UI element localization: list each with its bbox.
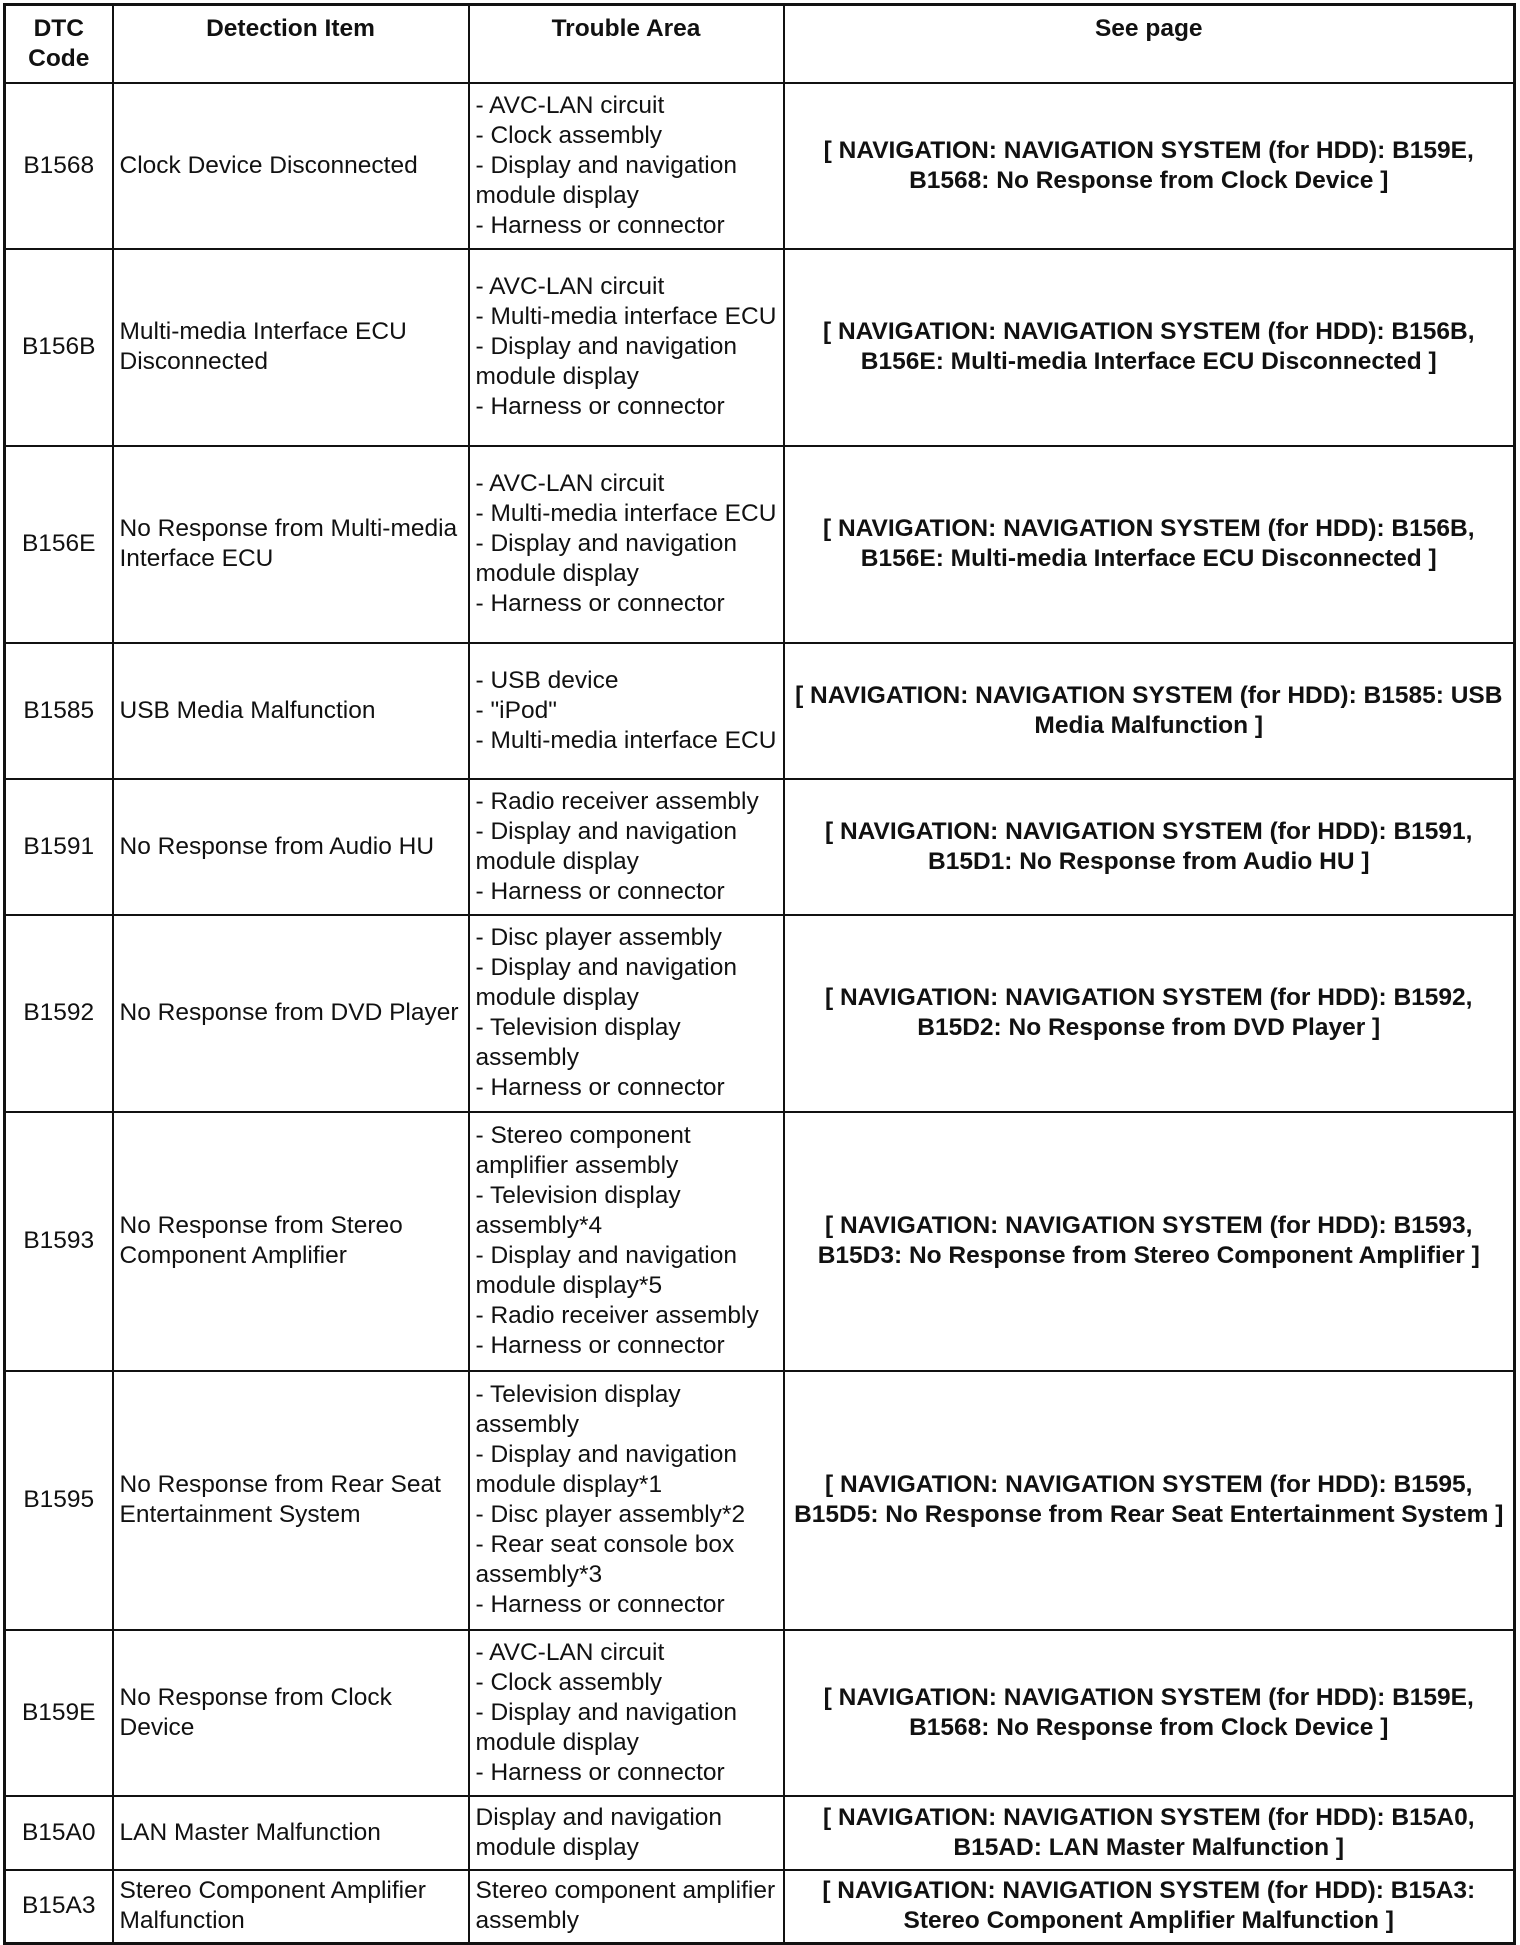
trouble-area-line: - Clock assembly [475,1668,663,1696]
trouble-area-line: - Display and navigation module display [475,530,737,587]
table-row [5,83,1515,249]
trouble-area-line: - Multi-media interface ECU [475,726,777,754]
detection-item-cell: No Response from Clock Device [113,1630,469,1796]
see-page-link[interactable]: [ NAVIGATION: NAVIGATION SYSTEM (for HDD): B15A3: Stereo Component Amplifier Malfunction ] [822,1877,1476,1935]
trouble-area-cell [469,83,784,249]
see-page-cell [784,643,1515,779]
see-page-cell [784,915,1515,1112]
dtc-code-cell: B1568 [5,83,113,249]
dtc-code-cell: B156E [5,446,113,643]
trouble-area-line: - Multi-media interface ECU [475,500,777,527]
see-page-link[interactable]: [ NAVIGATION: NAVIGATION SYSTEM (for HDD): B1585: USB Media Malfunction ] [795,681,1503,739]
detection-item-cell: USB Media Malfunction [113,643,469,779]
table-row [5,779,1515,915]
detection-item-cell: Stereo Component Amplifier Malfunction [113,1870,469,1944]
see-page-link[interactable]: [ NAVIGATION: NAVIGATION SYSTEM (for HDD): B1595, B15D5: No Response from Rear Seat Entertainment System ] [794,1471,1504,1528]
trouble-area-line: - AVC-LAN circuit [475,273,665,300]
table-row [5,1371,1515,1630]
trouble-area-line: - Display and navigation module display [475,817,737,875]
trouble-area-line: - Display and navigation module display*1 [475,1441,737,1498]
see-page-link[interactable]: [ NAVIGATION: NAVIGATION SYSTEM (for HDD): B156B, B156E: Multi-media Interface ECU Disconnected ] [822,318,1475,375]
trouble-area-cell [469,779,784,915]
trouble-area-line: - Rear seat console box assembly*3 [475,1531,735,1588]
header-detection-item: Detection Item [113,5,469,83]
trouble-area-cell [469,1371,784,1630]
table-row [5,643,1515,779]
trouble-area-line: - Television display assembly*4 [475,1182,681,1239]
detection-item-cell: No Response from Audio HU [113,779,469,915]
trouble-area-line: - Disc player assembly [475,924,722,951]
trouble-area-line: - Harness or connector [475,393,725,420]
detection-item-cell: No Response from DVD Player [113,915,469,1112]
table-row [5,915,1515,1112]
trouble-area-line: - Harness or connector [475,1591,725,1618]
dtc-code-cell: B159E [5,1630,113,1796]
trouble-area-line: - Multi-media interface ECU [475,303,777,330]
see-page-link[interactable]: [ NAVIGATION: NAVIGATION SYSTEM (for HDD): B1592, B15D2: No Response from DVD Player ] [825,984,1473,1041]
dtc-code-cell: B1593 [5,1112,113,1371]
trouble-area-cell [469,249,784,446]
trouble-area-line: Stereo component amplifier assembly [475,1877,776,1935]
detection-item-cell: No Response from Stereo Component Amplifier [113,1112,469,1371]
trouble-area-line: - "iPod" [475,696,557,724]
dtc-code-cell: B156B [5,249,113,446]
see-page-link[interactable]: [ NAVIGATION: NAVIGATION SYSTEM (for HDD): B159E, B1568: No Response from Clock Device ] [823,1683,1474,1741]
dtc-code-cell: B1592 [5,915,113,1112]
table-row [5,446,1515,643]
trouble-area-cell [469,1796,784,1870]
detection-item-cell: No Response from Rear Seat Entertainment System [113,1371,469,1630]
trouble-area-line: - Stereo component amplifier assembly [475,1122,691,1179]
see-page-cell [784,1371,1515,1630]
detection-item-cell: Clock Device Disconnected [113,83,469,249]
detection-item-cell: No Response from Multi-media Interface ECU [113,446,469,643]
table-row [5,1112,1515,1371]
trouble-area-cell [469,1112,784,1371]
table-row [5,1630,1515,1796]
dtc-code-cell: B15A0 [5,1796,113,1870]
trouble-area-line: - AVC-LAN circuit [475,470,665,497]
dtc-code-cell: B1591 [5,779,113,915]
trouble-area-line: - Radio receiver assembly [475,787,759,815]
trouble-area-line: - Harness or connector [475,877,725,905]
header-row [5,5,1515,83]
see-page-cell [784,249,1515,446]
see-page-link[interactable]: [ NAVIGATION: NAVIGATION SYSTEM (for HDD): B159E, B1568: No Response from Clock Device ] [823,136,1474,194]
see-page-link[interactable]: [ NAVIGATION: NAVIGATION SYSTEM (for HDD): B15A0, B15AD: LAN Master Malfunction ] [822,1803,1475,1861]
see-page-cell [784,1796,1515,1870]
header-dtc-code: DTC Code [5,5,113,83]
see-page-cell [784,83,1515,249]
trouble-area-line: - Radio receiver assembly [475,1302,759,1329]
trouble-area-cell [469,643,784,779]
trouble-area-line: - Television display assembly [475,1014,681,1071]
dtc-code-cell: B1585 [5,643,113,779]
see-page-cell [784,1630,1515,1796]
dtc-table [3,3,1516,1945]
see-page-link[interactable]: [ NAVIGATION: NAVIGATION SYSTEM (for HDD): B1593, B15D3: No Response from Stereo Component Amplifier ] [817,1212,1480,1269]
see-page-link[interactable]: [ NAVIGATION: NAVIGATION SYSTEM (for HDD): B1591, B15D1: No Response from Audio HU ] [825,817,1473,875]
trouble-area-line: - USB device [475,666,619,694]
trouble-area-line: - Harness or connector [475,1332,725,1359]
trouble-area-cell [469,446,784,643]
see-page-cell [784,1112,1515,1371]
detection-item-cell: Multi-media Interface ECU Disconnected [113,249,469,446]
trouble-area-line: - Harness or connector [475,590,725,617]
detection-item-cell: LAN Master Malfunction [113,1796,469,1870]
dtc-code-cell: B1595 [5,1371,113,1630]
trouble-area-line: - Harness or connector [475,211,725,239]
see-page-cell [784,1870,1515,1944]
see-page-cell [784,779,1515,915]
trouble-area-line: - Television display assembly [475,1381,681,1438]
table-body [5,83,1515,1944]
header-see-page: See page [784,5,1515,83]
see-page-link[interactable]: [ NAVIGATION: NAVIGATION SYSTEM (for HDD): B156B, B156E: Multi-media Interface ECU Disconnected ] [822,515,1475,572]
trouble-area-line: - Harness or connector [475,1758,725,1786]
trouble-area-line: - Display and navigation module display [475,151,737,209]
trouble-area-cell [469,1870,784,1944]
trouble-area-line: - Display and navigation module display*5 [475,1242,737,1299]
trouble-area-line: Display and navigation module display [475,1803,723,1861]
trouble-area-line: - Harness or connector [475,1074,725,1101]
dtc-code-cell: B15A3 [5,1870,113,1944]
trouble-area-line: - Display and navigation module display [475,1698,737,1756]
trouble-area-line: - Display and navigation module display [475,333,737,390]
trouble-area-cell [469,1630,784,1796]
trouble-area-line: - AVC-LAN circuit [475,91,665,119]
trouble-area-line: - Clock assembly [475,121,663,149]
trouble-area-line: - Display and navigation module display [475,954,737,1011]
trouble-area-line: - Disc player assembly*2 [475,1501,746,1528]
table-row [5,1796,1515,1870]
trouble-area-cell [469,915,784,1112]
see-page-cell [784,446,1515,643]
header-trouble-area: Trouble Area [469,5,784,83]
table-row [5,249,1515,446]
trouble-area-line: - AVC-LAN circuit [475,1638,665,1666]
table-row [5,1870,1515,1944]
